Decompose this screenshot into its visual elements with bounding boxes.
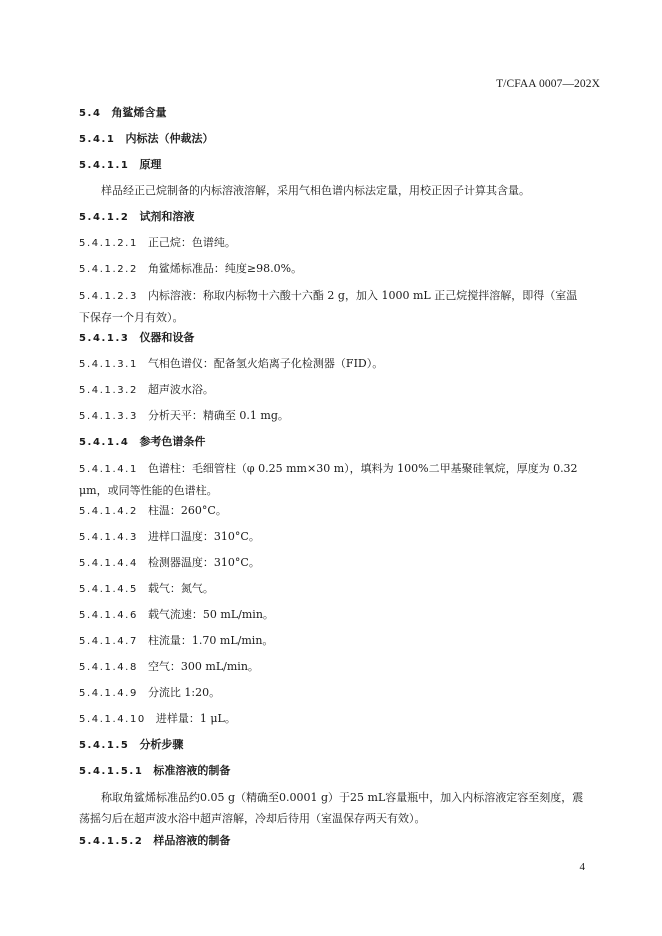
clause-text: 分析天平：精确至 0.1 mg。 [147,409,289,422]
clause-number: 5.4.1.4.3 [79,532,138,543]
clause-number: 5.4.1.4.2 [79,506,138,517]
clause-item [79,552,584,575]
clause-number: 5.4.1.3.2 [79,385,138,396]
clause-number: 5.4.1.4.6 [79,610,138,621]
clause-number: 5.4.1.4.7 [79,636,138,647]
clause-item [79,232,584,255]
clause-number: 5.4.1.5.1 [79,766,144,777]
clause-text: 进样量：1 μL。 [155,712,236,725]
clause-number: 5.4.1.2.1 [79,238,138,249]
clause-text: 色谱柱：毛细管柱（φ 0.25 mm×30 m），填料为 100%二甲基聚硅氧烷，厚度为 0.32 μm，或同等性能的色谱柱。 [79,462,578,497]
clause-number: 5.4.1.4.10 [79,714,146,725]
clause-text: 检测器温度：310°C。 [147,556,260,569]
clause-text: 角鲨烯含量 [111,106,167,119]
clause-number: 5.4.1 [79,134,116,145]
clause-number: 5.4.1.1 [79,160,130,171]
clause-text: 角鲨烯标准品：纯度≥98.0%。 [147,262,303,275]
clause-number: 5.4.1.4.1 [79,464,138,475]
clause-text: 标准溶液的制备 [153,764,231,777]
clause-text: 仪器和设备 [139,331,195,344]
paragraph-text: 样品经正己烷制备的内标溶液溶解，采用气相色谱内标法定量，用校正因子计算其含量。 [101,184,530,197]
clause-item [79,258,584,281]
clause-text: 载气流速：50 mL/min。 [147,608,274,621]
clause-number: 5.4.1.3.1 [79,359,138,370]
section-heading [79,102,584,125]
clause-text: 试剂和溶液 [139,210,195,223]
clause-text: 柱温：260°C。 [147,504,227,517]
clause-text: 进样口温度：310°C。 [147,530,260,543]
clause-text: 样品溶液的制备 [153,834,231,847]
section-heading [79,760,584,783]
body-paragraph [79,787,584,829]
section-heading [79,830,584,853]
clause-text: 超声波水浴。 [147,383,214,396]
clause-text: 空气：300 mL/min。 [147,660,259,673]
section-heading [79,128,584,151]
clause-number: 5.4.1.5.2 [79,836,144,847]
clause-number: 5.4.1.5 [79,740,130,751]
clause-item [79,500,584,523]
section-heading [79,327,584,350]
clause-number: 5.4.1.3 [79,333,130,344]
clause-text: 正己烷：色谱纯。 [147,236,236,249]
clause-text: 气相色谱仪：配备氢火焰离子化检测器（FID）。 [147,357,384,370]
clause-item [79,353,584,376]
clause-number: 5.4.1.2 [79,212,130,223]
clause-text: 参考色谱条件 [139,435,206,448]
clause-item [79,630,584,653]
clause-number: 5.4 [79,108,102,119]
standard-number: T/CFAA 0007—202X [496,78,600,90]
clause-number: 5.4.1.4.4 [79,558,138,569]
clause-text: 内标法（仲裁法） [125,132,214,145]
clause-text: 载气：氮气。 [147,582,214,595]
clause-item [79,578,584,601]
clause-number: 5.4.1.4 [79,437,130,448]
clause-number: 5.4.1.2.2 [79,264,138,275]
clause-text: 原理 [139,158,162,171]
section-heading [79,154,584,177]
clause-item [79,405,584,428]
clause-number: 5.4.1.4.9 [79,688,138,699]
clause-item [79,526,584,549]
clause-number: 5.4.1.4.5 [79,584,138,595]
clause-text: 柱流量：1.70 mL/min。 [147,634,274,647]
paragraph-text: 称取角鲨烯标准品约0.05 g（精确至0.0001 g）于25 mL容量瓶中，加入内标溶液定容至刻度，震荡摇匀后在超声波水浴中超声溶解，冷却后待用（室温保存两天有效）。 [79,791,584,825]
page-number: 4 [579,861,585,873]
section-heading [79,734,584,757]
clause-number: 5.4.1.2.3 [79,291,138,302]
section-heading [79,431,584,454]
clause-text: 内标溶液：称取内标物十六酸十六酯 2 g，加入 1000 mL 正己烷搅拌溶解，即得（室温下保存一个月有效）。 [79,289,578,324]
clause-item [79,656,584,679]
clause-item [79,458,584,501]
section-heading [79,206,584,229]
clause-item [79,604,584,627]
clause-text: 分析步骤 [139,738,184,751]
clause-item [79,379,584,402]
clause-item [79,708,584,731]
clause-item [79,682,584,705]
clause-text: 分流比 1:20。 [147,686,221,699]
clause-number: 5.4.1.4.8 [79,662,138,673]
clause-item [79,285,584,328]
body-paragraph [79,180,584,202]
clause-number: 5.4.1.3.3 [79,411,138,422]
